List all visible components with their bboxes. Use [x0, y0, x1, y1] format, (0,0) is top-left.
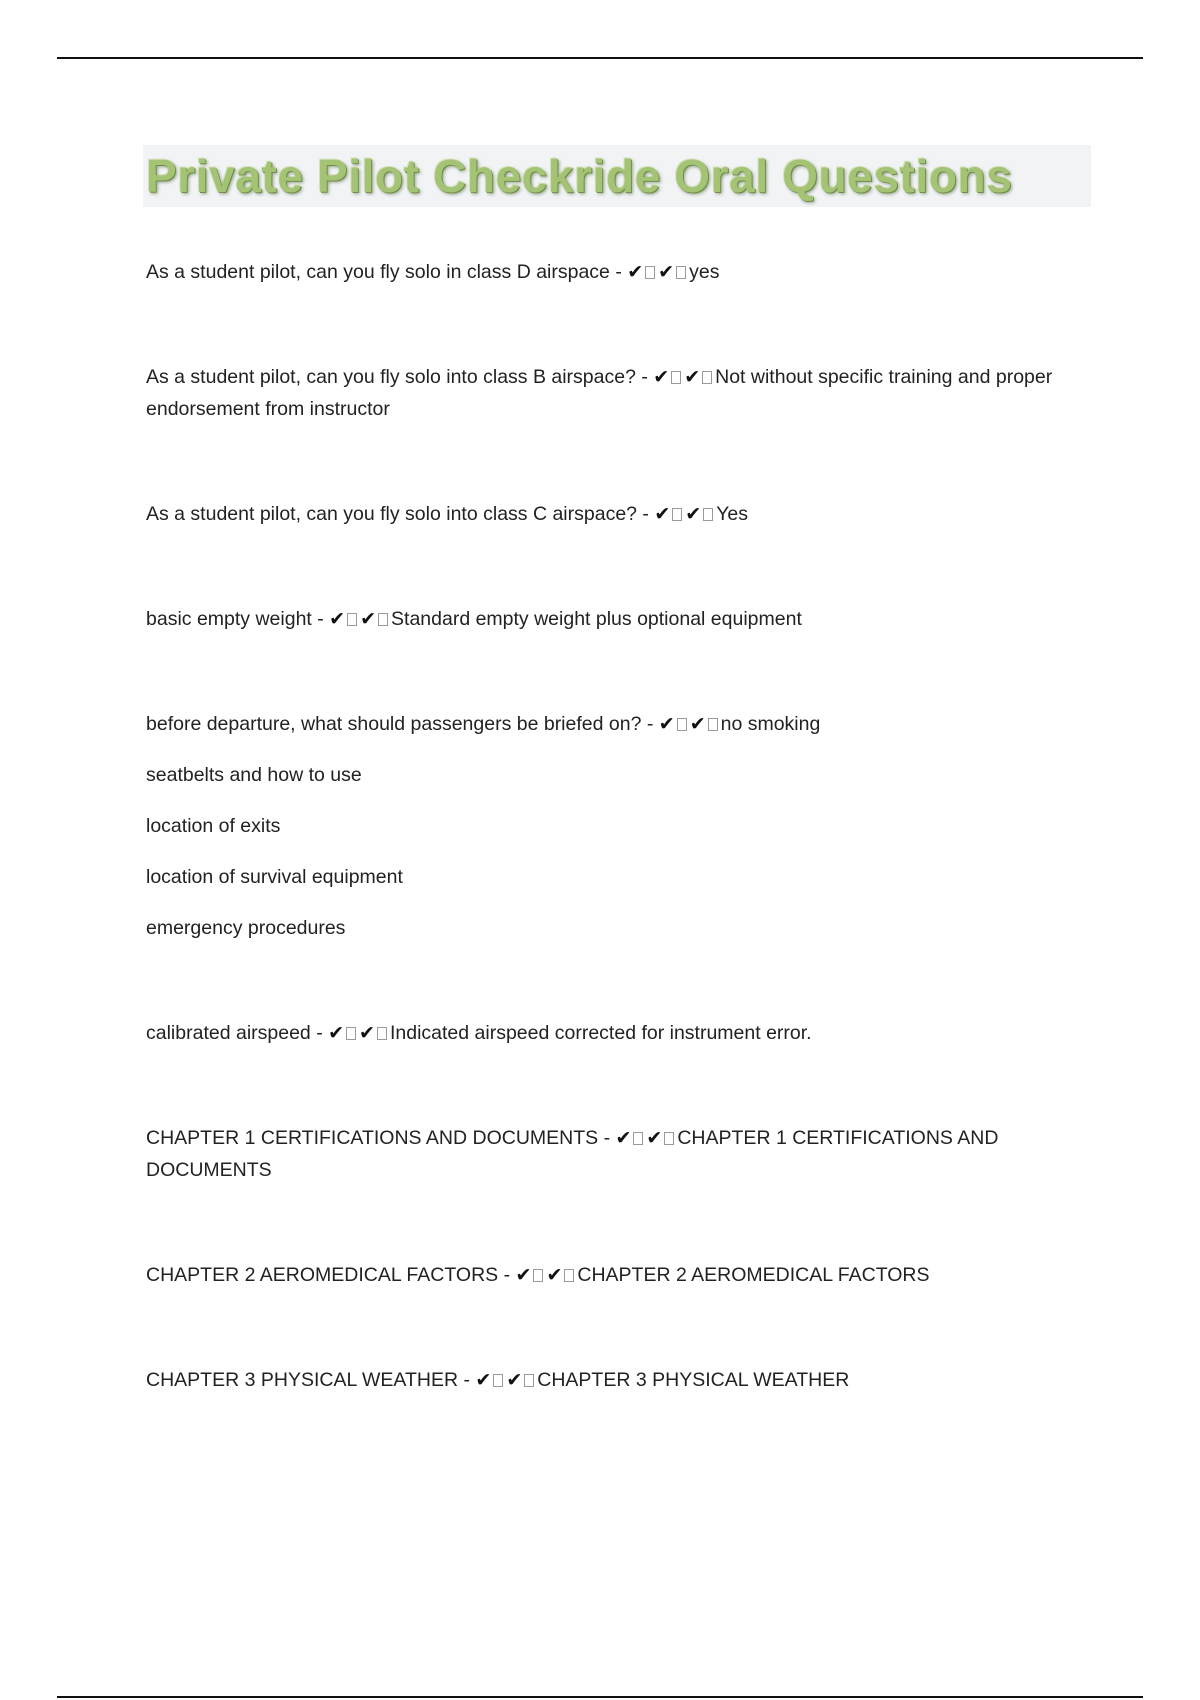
check-mark-icon: ✔	[689, 713, 706, 735]
check-mark-icon: ✔	[329, 608, 346, 630]
missing-glyph-box-icon	[664, 1132, 674, 1145]
qa-line	[146, 498, 1106, 530]
qa-item	[146, 361, 1106, 425]
qa-line	[146, 361, 1106, 425]
separator: -	[458, 1369, 476, 1391]
question-text: CHAPTER 1 CERTIFICATIONS AND DOCUMENTS	[146, 1127, 599, 1149]
check-mark-icon: ✔	[328, 1022, 345, 1044]
qa-line	[146, 603, 1106, 635]
missing-glyph-box-icon	[378, 613, 388, 626]
check-mark-icon: ✔	[360, 608, 377, 630]
question-text: As a student pilot, can you fly solo into class B airspace?	[146, 366, 636, 388]
check-mark-icon: ✔	[615, 1127, 632, 1149]
missing-glyph-box-icon	[633, 1132, 643, 1145]
check-mark-icon: ✔	[359, 1022, 375, 1044]
missing-glyph-box-icon	[347, 613, 357, 626]
answer-text: CHAPTER 1 CERTIFICATIONS AND DOCUMENTS	[146, 1127, 999, 1181]
check-mark-icon: ✔	[546, 1264, 563, 1286]
missing-glyph-box-icon	[676, 266, 686, 279]
qa-item	[146, 603, 1106, 635]
missing-glyph-box-icon	[533, 1269, 543, 1282]
bottom-rule	[57, 1696, 1143, 1698]
missing-glyph-box-icon	[672, 508, 682, 521]
title-banner	[143, 145, 1091, 207]
separator: -	[311, 608, 330, 630]
question-text: As a student pilot, can you fly solo into class C airspace?	[146, 503, 638, 525]
question-text: before departure, what should passengers be briefed on?	[146, 713, 642, 735]
answer-list-line: location of exits	[146, 815, 281, 837]
question-text: CHAPTER 2 AEROMEDICAL FACTORS	[146, 1264, 499, 1286]
top-rule	[57, 57, 1143, 59]
separator: -	[609, 261, 628, 283]
check-mark-icon: ✔	[515, 1264, 532, 1286]
qa-item	[146, 498, 1106, 530]
missing-glyph-box-icon	[671, 371, 681, 384]
separator: -	[641, 713, 659, 735]
qa-item	[146, 1122, 1106, 1186]
question-text: calibrated airspeed	[146, 1022, 311, 1044]
check-mark-icon: ✔	[684, 366, 701, 388]
missing-glyph-box-icon	[645, 266, 655, 279]
missing-glyph-box-icon	[708, 718, 718, 731]
missing-glyph-box-icon	[346, 1027, 356, 1040]
missing-glyph-box-icon	[493, 1374, 503, 1387]
missing-glyph-box-icon	[564, 1269, 574, 1282]
answer-list-line: seatbelts and how to use	[146, 764, 362, 786]
page-title: Private Pilot Checkride Oral Questions	[146, 150, 1013, 202]
qa-item	[146, 1017, 1106, 1049]
separator: -	[310, 1022, 329, 1044]
separator: -	[498, 1264, 516, 1286]
missing-glyph-box-icon	[524, 1374, 534, 1387]
question-text: basic empty weight	[146, 608, 312, 630]
missing-glyph-box-icon	[677, 718, 687, 731]
qa-item	[146, 1259, 1106, 1291]
check-mark-icon: ✔	[475, 1369, 492, 1391]
answer-text: yes	[689, 261, 720, 283]
answer-text: Not without specific training and proper endorsement from instructor	[146, 366, 1053, 420]
separator: -	[635, 366, 654, 388]
question-text: As a student pilot, can you fly solo in class D airspace	[146, 261, 610, 283]
answer-list-line: location of survival equipment	[146, 866, 403, 888]
separator: -	[637, 503, 655, 525]
qa-line	[146, 256, 1106, 288]
missing-glyph-box-icon	[377, 1027, 387, 1040]
check-mark-icon: ✔	[654, 503, 671, 525]
qa-item	[146, 708, 1106, 944]
question-list	[146, 256, 1106, 1396]
qa-line	[146, 1122, 1106, 1186]
qa-item	[146, 256, 1106, 288]
check-mark-icon: ✔	[658, 713, 675, 735]
check-mark-icon: ✔	[646, 1127, 663, 1149]
qa-line	[146, 708, 1106, 740]
qa-line	[146, 1364, 1106, 1396]
qa-line	[146, 1259, 1106, 1291]
check-mark-icon: ✔	[627, 261, 644, 283]
answer-text: Standard empty weight plus optional equipment	[391, 608, 802, 630]
question-text: CHAPTER 3 PHYSICAL WEATHER	[146, 1369, 459, 1391]
check-mark-icon: ✔	[653, 366, 670, 388]
answer-text: Yes	[716, 503, 749, 525]
answer-text: CHAPTER 2 AEROMEDICAL FACTORS	[577, 1264, 930, 1286]
separator: -	[598, 1127, 616, 1149]
missing-glyph-box-icon	[702, 371, 712, 384]
check-mark-icon: ✔	[685, 503, 702, 525]
qa-line	[146, 1017, 1106, 1049]
answer-text: CHAPTER 3 PHYSICAL WEATHER	[537, 1369, 850, 1391]
check-mark-icon: ✔	[506, 1369, 523, 1391]
check-mark-icon: ✔	[658, 261, 675, 283]
missing-glyph-box-icon	[703, 508, 713, 521]
answer-text: no smoking	[720, 713, 821, 735]
answer-text: Indicated airspeed corrected for instrument error.	[389, 1022, 812, 1044]
answer-list-line: emergency procedures	[146, 917, 346, 939]
qa-item	[146, 1364, 1106, 1396]
